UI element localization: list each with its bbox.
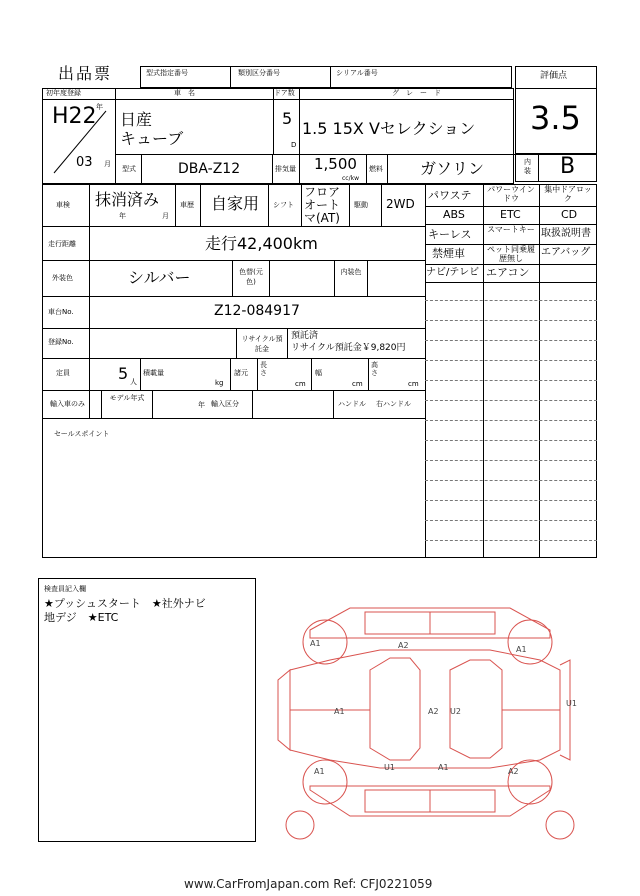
inspector-label: 検査員記入欄 (44, 585, 86, 593)
inspection-label: 車検 (56, 201, 70, 209)
color-label: 外装色 (52, 274, 73, 282)
displacement-unit: cc/kw (342, 175, 360, 182)
import-class-label: 輸入区分 (211, 400, 239, 408)
equip-power-steering: パワステ (428, 189, 472, 202)
inspection-value: 抹消済み (95, 190, 160, 209)
fuel-value: ガソリン (420, 159, 485, 178)
year-unit: 年 (96, 103, 103, 111)
fuel-label: 燃料 (369, 165, 383, 173)
damage-mark: U2 (450, 707, 461, 716)
car-windshield (370, 658, 420, 760)
interior-label: 内装 (524, 158, 531, 175)
damage-mark: A1 (310, 639, 321, 648)
load-label: 積載量 (143, 369, 164, 377)
car-name-label: 車 名 (174, 89, 195, 97)
score-value: 3.5 (530, 99, 581, 137)
chassis-number: Z12-084917 (214, 303, 300, 319)
shift-label: シフト (273, 201, 294, 209)
score-label: 評価点 (540, 71, 568, 81)
equip-cd: CD (561, 208, 578, 221)
serial-label: シリアル番号 (336, 69, 378, 77)
height-label: 高さ (371, 361, 378, 377)
inspector-line-2: 地デジ ★ETC (44, 611, 119, 624)
dims-label: 諸元 (234, 369, 248, 377)
damage-mark: A1 (438, 763, 449, 772)
car-model: キューブ (120, 129, 184, 148)
handle-label: ハンドル (338, 400, 366, 408)
drive-label: 駆動 (354, 201, 368, 209)
width-unit: cm (352, 380, 363, 388)
first-reg-year: H22 (52, 104, 97, 129)
equip-central-lock: 集中ドアロック (544, 185, 592, 203)
equip-manual: 取扱説明書 (541, 228, 591, 239)
date-slash (42, 99, 115, 184)
equip-power-window: パワーウインドウ (487, 185, 535, 203)
import-label: 輸入車のみ (50, 400, 85, 408)
car-body (290, 650, 560, 768)
damage-mark: A1 (314, 767, 325, 776)
inspection-year-unit: 年 (119, 212, 126, 220)
interior-color-label: 内装色 (340, 268, 362, 276)
door-unit: D (291, 141, 297, 149)
inspection-month-unit: 月 (162, 212, 169, 220)
inspector-line-1: ★プッシュスタート ★社外ナビ (44, 597, 206, 610)
displacement-label: 排気量 (275, 165, 296, 173)
equip-airbag: エアバッグ (541, 247, 591, 258)
damage-mark: A1 (334, 707, 345, 716)
grade-label: グ レ ー ド (392, 89, 441, 97)
door-label: ドア数 (274, 89, 295, 97)
usage-label: 車歴 (180, 201, 194, 209)
load-unit: kg (215, 379, 224, 387)
shift-value: フロアオートマ(AT) (304, 185, 341, 225)
height-unit: cm (408, 380, 419, 388)
grade-value: 1.5 15X Vセレクション (302, 119, 476, 138)
equip-navi-tv: ナビ/テレビ (426, 267, 480, 278)
equip-aircon: エアコン (486, 266, 530, 279)
mileage-label: 走行距離 (48, 240, 76, 248)
drive-value: 2WD (386, 197, 415, 211)
car-maker: 日産 (120, 110, 153, 129)
sales-point-label: セールスポイント (54, 430, 110, 438)
capacity-unit: 人 (130, 378, 137, 386)
type-label: 型式 (122, 165, 136, 173)
recycle-status: 預託済 (291, 331, 319, 341)
color-value: シルバー (128, 268, 191, 287)
length-label: 長さ (260, 361, 267, 377)
damage-mark: A2 (398, 641, 409, 650)
sheet-title: 出品票 (58, 64, 113, 83)
damage-mark: A1 (516, 645, 527, 654)
model-year-label: モデル年式 (109, 394, 145, 402)
capacity-label: 定員 (56, 369, 70, 377)
car-rear-bumper (560, 660, 570, 760)
damage-mark: A2 (428, 707, 439, 716)
first-reg-label: 初年度登録 (46, 89, 81, 97)
equip-keyless: キーレス (428, 228, 472, 241)
handle-value: 右ハンドル (376, 400, 411, 408)
color-change-label: 色替(元色) (239, 268, 263, 286)
displacement-value: 1,500 (314, 155, 357, 173)
equip-no-pet: ペット同乗履歴無し (487, 245, 535, 263)
registration-label: 登録No. (48, 338, 74, 346)
car-damage-diagram (270, 590, 590, 840)
first-reg-month: 03 (76, 155, 93, 170)
month-unit: 月 (104, 160, 111, 168)
door-count: 5 (282, 109, 293, 128)
katashiki-shitei-label: 型式指定番号 (146, 69, 188, 77)
recycle-label: リサイクル預託金 (241, 335, 283, 353)
mileage-value: 走行42,400km (205, 234, 318, 253)
damage-mark: U1 (566, 699, 577, 708)
type-value: DBA-Z12 (178, 161, 241, 177)
footer-ref: www.CarFromJapan.com Ref: CFJ0221059 (184, 877, 433, 891)
equip-etc: ETC (500, 208, 521, 221)
car-front-bumper (278, 670, 290, 750)
header-id-row (140, 66, 512, 88)
wheel-rear-top (508, 620, 552, 664)
ruibetsu-label: 類別区分番号 (238, 69, 280, 77)
usage-value: 自家用 (211, 194, 260, 213)
width-label: 幅 (315, 369, 322, 377)
equip-non-smoking: 禁煙車 (432, 247, 465, 260)
model-year-unit: 年 (198, 401, 205, 409)
recycle-amount: リサイクル預託金￥9,820円 (291, 343, 406, 353)
equip-smart-key: スマートキー (487, 225, 535, 234)
interior-grade: B (560, 154, 576, 179)
capacity-value: 5 (118, 364, 129, 383)
chassis-label: 車台No. (48, 308, 74, 316)
damage-mark: A2 (508, 767, 519, 776)
equip-abs: ABS (443, 208, 465, 221)
length-unit: cm (295, 380, 306, 388)
wheel-front-bottom (303, 760, 347, 804)
damage-mark: U1 (384, 763, 395, 772)
